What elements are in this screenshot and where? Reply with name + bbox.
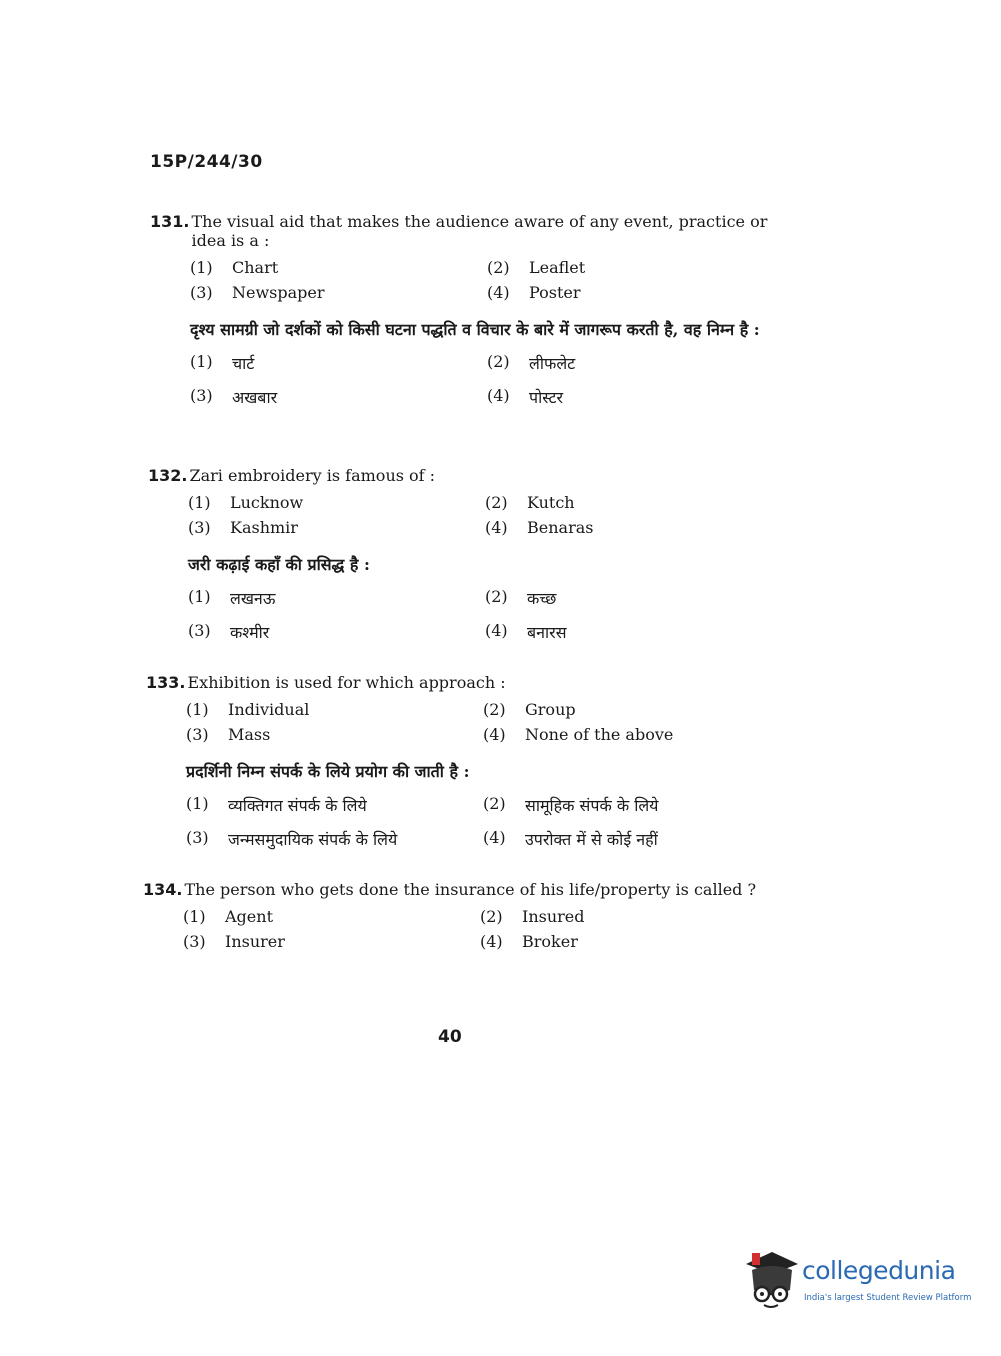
option-2-hindi: (2) सामूहिक संपर्क के लिये [483,794,659,815]
question-text-hindi: प्रदर्शिनी निम्न संपर्क के लिये प्रयोग की जाती है : [186,762,470,781]
options-english [186,700,786,744]
collegedunia-logo[interactable] [742,1250,972,1312]
option-4: (4) None of the above [483,725,674,744]
option-2-hindi: (2) कच्छ [485,587,557,608]
option-2: (2) Leaflet [487,258,586,277]
options-hindi [186,794,786,850]
option-3-hindi: (3) जन्मसमुदायिक संपर्क के लिये [186,828,398,849]
question-number: 134. [143,880,183,899]
option-2: (2) Insured [480,907,585,926]
question-133 [146,673,786,850]
question-text: The visual aid that makes the audience aware of any event, practice or idea is a : [191,212,768,250]
question-number: 132. [148,466,188,485]
option-4-hindi: (4) पोस्टर [487,386,564,407]
option-1: (1) Chart [190,258,279,277]
option-1-hindi: (1) चार्ट [190,352,255,373]
options-english [183,907,783,951]
option-3: (3) Mass [186,725,271,744]
logo-tagline: India's largest Student Review Platform [804,1293,972,1303]
option-4-hindi: (4) उपरोक्त में से कोई नहीं [483,828,658,849]
options-hindi [190,352,790,408]
option-4: (4) Benaras [485,518,594,537]
paper-code: 15P/244/30 [150,152,263,172]
option-3: (3) Insurer [183,932,285,951]
option-1-hindi: (1) व्यक्तिगत संपर्क के लिये [186,794,367,815]
option-1-hindi: (1) लखनऊ [188,587,276,608]
logo-name: collegedunia [802,1256,956,1285]
option-1: (1) Agent [183,907,273,926]
option-1: (1) Lucknow [188,493,304,512]
option-4-hindi: (4) बनारस [485,621,567,642]
student-mascot-icon [742,1250,800,1312]
question-132 [148,466,788,643]
option-4: (4) Poster [487,283,581,302]
option-1: (1) Individual [186,700,310,719]
option-4: (4) Broker [480,932,578,951]
option-2: (2) Kutch [485,493,575,512]
option-3: (3) Kashmir [188,518,298,537]
question-text: Zari embroidery is famous of : [189,466,436,485]
options-english [188,493,788,537]
question-text-hindi: जरी कढ़ाई कहाँ की प्रसिद्ध है : [188,555,370,574]
option-3-hindi: (3) कश्मीर [188,621,270,642]
question-number: 131. [150,212,190,231]
option-3-hindi: (3) अखबार [190,386,278,407]
options-english [190,258,790,302]
option-2: (2) Group [483,700,576,719]
option-3: (3) Newspaper [190,283,325,302]
question-134 [143,880,783,951]
question-131 [150,212,790,408]
question-number: 133. [146,673,186,692]
options-hindi [188,587,788,643]
question-text: The person who gets done the insurance of his life/property is called ? [184,880,757,899]
question-text: Exhibition is used for which approach : [187,673,506,692]
page-number: 40 [438,1027,462,1047]
option-2-hindi: (2) लीफलेट [487,352,576,373]
question-text-hindi: दृश्य सामग्री जो दर्शकों को किसी घटना पद्धति व विचार के बारे में जागरूप करती है, वह निम्न है : [190,320,760,339]
